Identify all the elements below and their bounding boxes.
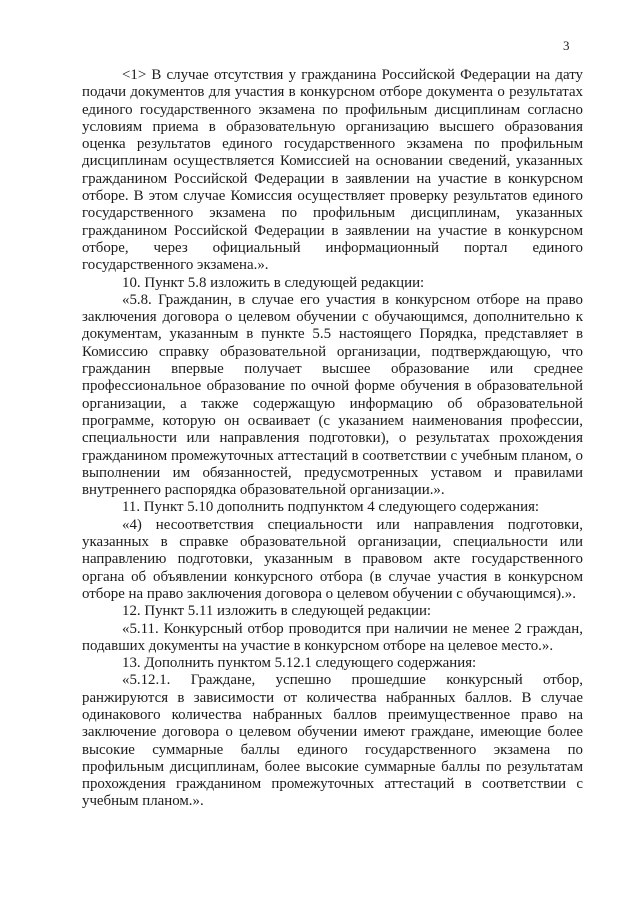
amendment-item-10: 10. Пункт 5.8 изложить в следующей редакции: [122, 274, 425, 291]
amendment-item-13: 13. Дополнить пунктом 5.12.1 следующего содержания: [122, 655, 477, 672]
page-number: 3 [563, 38, 570, 53]
amendment-item-12: 12. Пункт 5.11 изложить в следующей редакции: [122, 603, 432, 620]
clause-5-11-text: «5.11. Конкурсный отбор проводится при наличии не менее 2 граждан, подавших документы на участие в конкурсном отборе на целевое место.». [82, 620, 583, 654]
footnote-paragraph: <1> В случае отсутствия у гражданина Российской Федерации на дату подачи документов для участия в конкурсном отборе документа о результатах единого государственного экзамена по профильным дисциплинам согласно условиям приема в образовательную организацию высшего образования оценка результатов единого государственного экзамена по профильным дисциплинам осуществляется Комиссией на основании сведений, указанных гражданином Российской Федерации в заявлении на участие в конкурсном отборе. В этом случае Комиссия осуществляет проверку результатов единого государственного экзамена по профильным дисциплинам, указанных гражданином Российской Федерации в заявлении на участие в конкурсном отборе, через официальный информационный портал единого государственного экзамена.». [82, 67, 583, 274]
clause-5-12-1-text: «5.12.1. Граждане, успешно прошедшие конкурсный отбор, ранжируются в зависимости от количества набранных баллов. В случае одинакового количества набранных баллов преимущественное право на заключение договора о целевом обучении имеют граждане, имеющие более высокие суммарные баллы единого государственного экзамена по профильным дисциплинам, более высокие суммарные баллы по результатам прохождения гражданином промежуточных аттестаций в соответствии с учебным планом.». [82, 672, 583, 810]
subclause-4-text: «4) несоответствия специальности или направления подготовки, указанных в справке образовательной организации, специальности или направлению подготовки, указанным в правовом акте государственного органа об объявлении конкурсного отбора (в случае участия в конкурсном отборе на право заключения договора о целевом обучении с обучающимся).». [82, 516, 583, 602]
clause-5-8-text: «5.8. Гражданин, в случае его участия в конкурсном отборе на право заключения договора о целевом обучении с обучающимся, дополнительно к документам, указанным в пункте 5.5 настоящего Порядка, представляет в Комиссию справку образовательной организации, подтверждающую, что гражданин впервые получает высшее образование или среднее профессиональное образование по очной форме обучения в образовательной организации, а также содержащую информацию об образовательной программе, которую он осваивает (с указанием наименования профессии, специальности или направления подготовки), о результатах прохождения гражданином промежуточных аттестаций в соответствии с учебным планом, о выполнении им обязанностей, предусмотренных уставом и правилами внутреннего распорядка образовательной организации.». [82, 291, 583, 499]
amendment-item-11: 11. Пункт 5.10 дополнить подпунктом 4 следующего содержания: [122, 499, 540, 516]
document-body [82, 67, 583, 811]
